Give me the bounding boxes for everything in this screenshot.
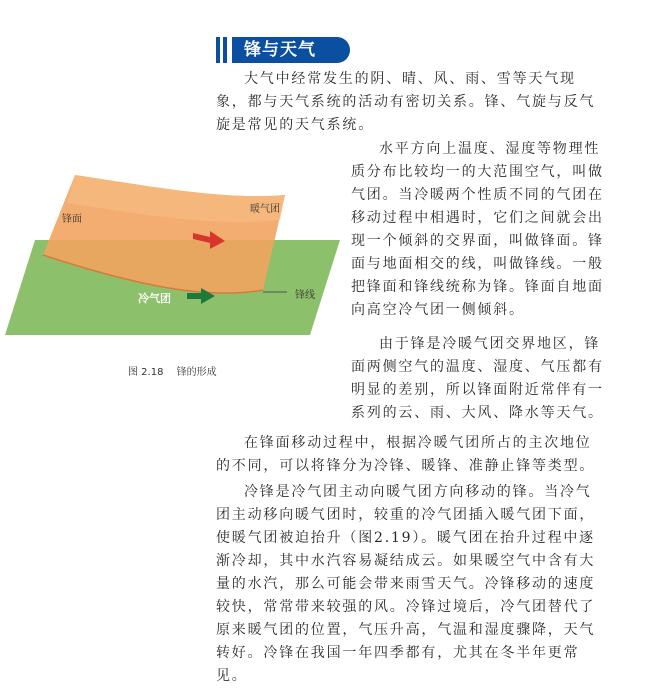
figure-number: 图 2.18 (128, 367, 164, 378)
intro-paragraph: 大气中经常发生的阴、晴、风、雨、雪等天气现象，都与天气系统的活动有密切关系。锋、气旋与反气旋是常见的天气系统。 (216, 71, 596, 133)
cold-front-paragraph: 冷锋是冷气团主动向暖气团方向移动的锋。当冷气团主动移向暖气团时，较重的冷气团插入暖气团下面，使暖气团被迫抬升（图2.19）。暖气团在抬升过程中逐渐冷却，其中水汽容易凝结成云。如果暖空气中含有大量的水汽，那么可能会带来雨雪天气。冷锋移动的速度较快，常常带来较强的风。冷锋过境后，冷气团替代了原来暖气团的位置，气压升高，气温和湿度骤降，天气转好。冷锋在我国一年四季都有，尤其在冬半年更常见。 (216, 484, 596, 684)
figure-caption (128, 363, 217, 378)
front-surface-label: 锋面 (62, 214, 82, 225)
header-stripe (216, 37, 220, 63)
header-stripe (223, 37, 227, 63)
section-title: 锋与天气 (244, 40, 316, 60)
front-formation-figure (5, 165, 340, 345)
section-header (216, 37, 346, 63)
warm-airmass-label: 暖气团 (250, 204, 280, 215)
airmass-paragraph: 水平方向上温度、湿度等物理性质分布比较均一的大范围空气，叫做气团。当冷暖两个性质不同的气团在移动过程中相遇时，它们之间就会出现一个倾斜的交界面，叫做锋面。锋面与地面相交的线，叫做锋线。一般把锋面和锋线统称为锋。锋面自地面向高空冷气团一侧倾斜。 (351, 141, 604, 318)
front-types-paragraph: 在锋面移动过程中，根据冷暖气团所占的主次地位的不同，可以将锋分为冷锋、暖锋、准静止锋等类型。 (216, 435, 596, 474)
front-weather-paragraph-part: 由于锋是冷暖气团交界地区，锋面两侧空气的温度、湿度、气压都有明显的差别，所以锋面附近常伴有一系列的云、雨、大风、降水等天气。 (351, 336, 604, 421)
front-line-label: 锋线 (295, 290, 315, 301)
figure-caption-text: 锋的形成 (176, 367, 217, 378)
cold-airmass-label: 冷气团 (138, 292, 171, 305)
